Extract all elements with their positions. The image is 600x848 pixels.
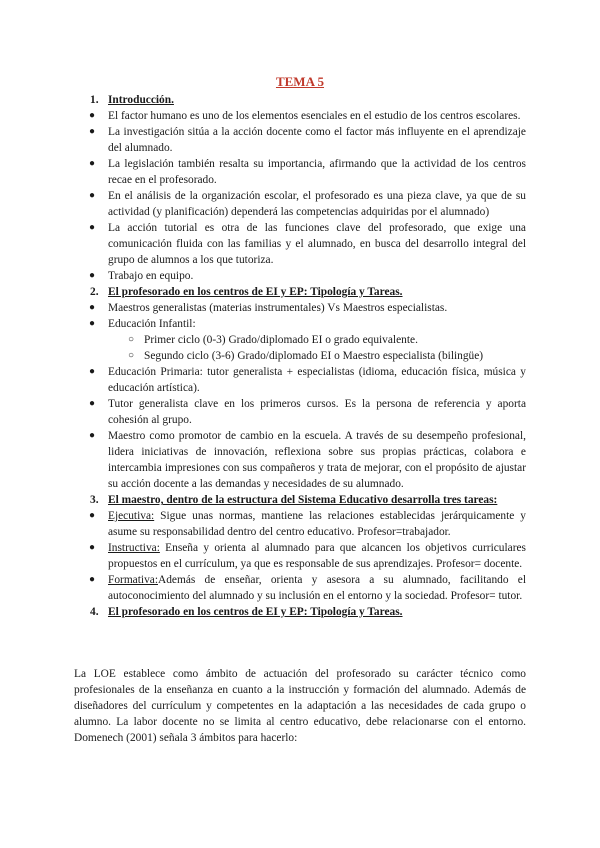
bullet-icon: ● xyxy=(89,318,96,329)
bullet-icon: ● xyxy=(89,270,96,281)
bullet-icon: ● xyxy=(89,430,96,441)
list-item-label: Instructiva: xyxy=(108,542,160,554)
bullet-icon: ● xyxy=(89,110,96,121)
list-item-text: Tutor generalista clave en los primeros cursos. Es la persona de referencia y aporta cohesión al grupo. xyxy=(108,398,526,426)
section-1-number: 1. xyxy=(90,94,99,106)
list-item xyxy=(74,300,526,316)
section-2-heading xyxy=(74,284,526,300)
bullet-icon: ● xyxy=(89,542,96,553)
list-item xyxy=(74,364,526,396)
list-item xyxy=(74,268,526,284)
section-1-heading xyxy=(74,92,526,108)
section-4-number: 4. xyxy=(90,606,99,618)
bullet-icon: ● xyxy=(89,190,96,201)
section-4-title: El profesorado en los centros de EI y EP: Tipología y Tareas. xyxy=(108,606,403,618)
list-item-text: Educación Infantil: xyxy=(108,318,196,330)
circle-bullet-icon: ○ xyxy=(128,334,135,345)
list-item xyxy=(74,316,526,332)
list-item-text: La acción tutorial es otra de las funciones clave del profesorado, que exige una comunicación fluida con las familias y el alumnado, en busca del desarrollo integral del grupo de alumnos a los que tutoriza. xyxy=(108,222,526,266)
section-2-title: El profesorado en los centros de EI y EP: Tipología y Tareas. xyxy=(108,286,403,298)
bullet-icon: ● xyxy=(89,126,96,137)
section-4-heading xyxy=(74,604,526,620)
sub-list-item-text: Segundo ciclo (3-6) Grado/diplomado EI o Maestro especialista (bilingüe) xyxy=(144,350,484,362)
section-1-title: Introducción. xyxy=(108,94,174,106)
bullet-icon: ● xyxy=(89,398,96,409)
section-2-number: 2. xyxy=(90,286,99,298)
list-item xyxy=(74,540,526,572)
list-item xyxy=(74,396,526,428)
list-item xyxy=(74,108,526,124)
section-3-number: 3. xyxy=(90,494,99,506)
list-item-text: La legislación también resalta su importancia, afirmando que la actividad de los centros recae en el profesorado. xyxy=(108,158,526,186)
bullet-icon: ● xyxy=(89,302,96,313)
circle-bullet-icon: ○ xyxy=(128,350,135,361)
section-3-title: El maestro, dentro de la estructura del Sistema Educativo desarrolla tres tareas: xyxy=(108,494,498,506)
list-item-text: En el análisis de la organización escolar, el profesorado es una pieza clave, ya que de su actividad (y planificación) dependerá las competencias adquiridas por el alumnado) xyxy=(108,190,526,218)
body-paragraph: La LOE establece como ámbito de actuación del profesorado su carácter técnico como profesionales de la enseñanza en cuanto a la instrucción y formación del alumnado. Además de diseñadores del currículum y competentes en la adaptación a las necesidades de cada grupo o alumno. La labor docente no se limita al centro educativo, debe relacionarse con el entorno. Domenech (2001) señala 3 ámbitos para hacerlo: xyxy=(74,668,526,744)
list-item-text: Además de enseñar, orienta y asesora a su alumnado, facilitando el autoconocimiento del alumnado y su inclusión en el entorno y la sociedad. Profesor= tutor. xyxy=(108,574,526,602)
list-item-text: Educación Primaria: tutor generalista + especialistas (idioma, educación física, música y educación artística). xyxy=(108,366,526,394)
list-item-text: Enseña y orienta al alumnado para que alcancen los objetivos curriculares propuestos en el currículum, ya que es responsable de sus aprendizajes. Profesor= docente. xyxy=(108,542,526,570)
list-item-label: Ejecutiva: xyxy=(108,510,155,522)
bullet-icon: ● xyxy=(89,510,96,521)
sub-list-item xyxy=(74,332,526,348)
list-item-text: Maestro como promotor de cambio en la escuela. A través de su desempeño profesional, lidera iniciativas de innovación, reflexiona sobre sus propias prácticas, colabora e intercambia impresiones con sus compañeros y trata de mejorar, con el propósito de ajustar su acción docente a las demandas y necesidades de su alumnado. xyxy=(108,430,526,490)
bullet-icon: ● xyxy=(89,366,96,377)
bullet-icon: ● xyxy=(89,158,96,169)
document-content xyxy=(74,92,526,620)
list-item xyxy=(74,124,526,156)
list-item xyxy=(74,508,526,540)
page-title: TEMA 5 xyxy=(275,74,325,89)
list-item-text: Trabajo en equipo. xyxy=(108,270,194,282)
sub-list-item-text: Primer ciclo (0-3) Grado/diplomado EI o grado equivalente. xyxy=(144,334,418,346)
list-item-text: La investigación sitúa a la acción docente como el factor más influyente en el aprendizaje del alumnado. xyxy=(108,126,526,154)
list-item-text: Sigue unas normas, mantiene las relaciones establecidas jerárquicamente y asume su responsabilidad dentro del centro educativo. Profesor=trabajador. xyxy=(108,510,526,538)
list-item-label: Formativa: xyxy=(108,574,158,586)
list-item xyxy=(74,572,526,604)
section-3-heading xyxy=(74,492,526,508)
bullet-icon: ● xyxy=(89,222,96,233)
list-item xyxy=(74,188,526,220)
list-item xyxy=(74,220,526,268)
list-item xyxy=(74,156,526,188)
list-item xyxy=(74,428,526,492)
list-item-text: El factor humano es uno de los elementos esenciales en el estudio de los centros escolares. xyxy=(108,110,521,122)
sub-list-item xyxy=(74,348,526,364)
bullet-icon: ● xyxy=(89,574,96,585)
list-item-text: Maestros generalistas (materias instrumentales) Vs Maestros especialistas. xyxy=(108,302,448,314)
